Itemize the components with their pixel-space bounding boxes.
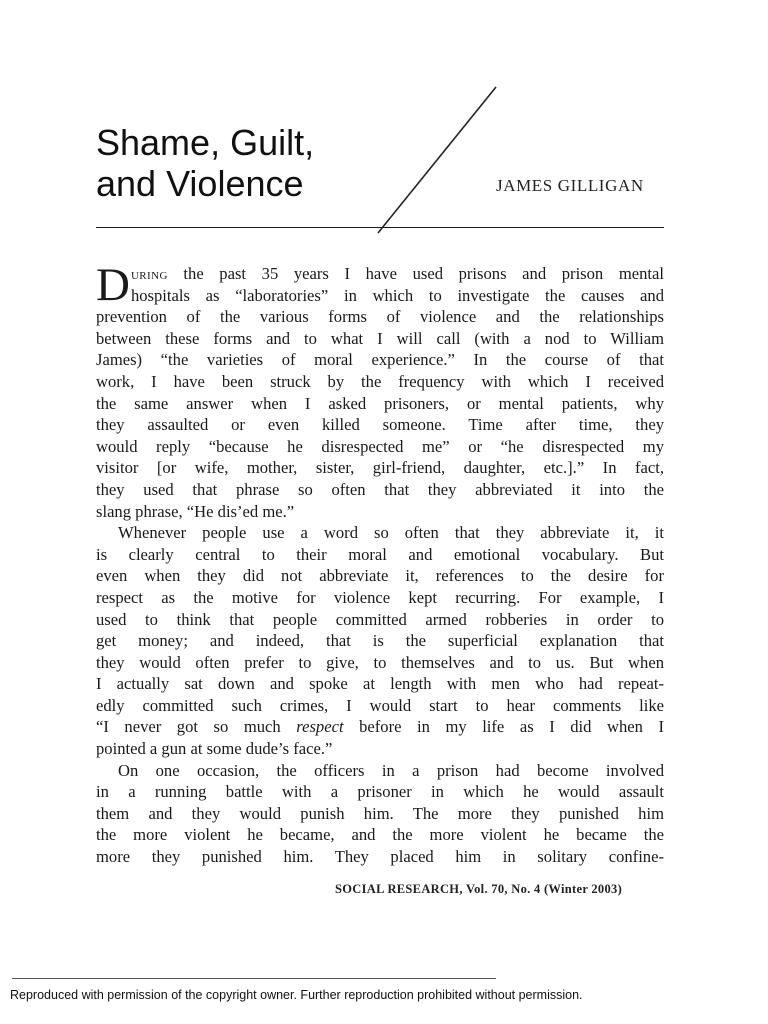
body-line: used to think that people committed armed robberies in order to bbox=[96, 609, 664, 629]
body-line: would reply “because he disrespected me” or “he disrespected my bbox=[96, 436, 664, 456]
body-line: pointed a gun at some dude’s face.” bbox=[96, 739, 333, 759]
body-line: them and they would punish him. The more they punished him bbox=[96, 803, 664, 823]
body-line: During the past 35 years I have used prisons and prison mental bbox=[96, 259, 664, 311]
body-line: even when they did not abbreviate it, references to the desire for bbox=[96, 566, 664, 586]
body-line: slang phrase, “He dis’ed me.” bbox=[96, 501, 295, 521]
body-line: edly committed such crimes, I would start to hear comments like bbox=[96, 695, 664, 715]
body-line: “I never got so much respect before in my life as I did when I bbox=[96, 717, 664, 737]
body-line: On one occasion, the officers in a prison had become involved bbox=[118, 760, 664, 780]
title-rule bbox=[96, 227, 664, 228]
body-line: hospitals as “laboratories” in which to investigate the causes and bbox=[130, 285, 664, 305]
body-line: between these forms and to what I will call (with a nod to William bbox=[96, 328, 664, 348]
body-line: in a running battle with a prisoner in which he would assault bbox=[96, 782, 664, 802]
article-title bbox=[96, 122, 396, 204]
body-line: they would often prefer to give, to themselves and to us. But when bbox=[96, 652, 664, 672]
body-line: I actually sat down and spoke at length with men who had repeat- bbox=[96, 674, 664, 694]
body-line: more they punished him. They placed him in solitary confine- bbox=[96, 847, 664, 867]
body-line: visitor [or wife, mother, sister, girl-friend, daughter, etc.].” In fact, bbox=[96, 458, 664, 478]
body-line: they used that phrase so often that they abbreviated it into the bbox=[96, 479, 664, 499]
first-word: uring bbox=[130, 267, 168, 283]
article-body bbox=[96, 259, 664, 868]
author-name: JAMES GILLIGAN bbox=[496, 176, 644, 195]
body-line: they assaulted or even killed someone. Time after time, they bbox=[96, 415, 664, 435]
body-line: James) “the varieties of moral experience.” In the course of that bbox=[96, 350, 664, 370]
body-line: Whenever people use a word so often that they abbreviate it, it bbox=[118, 523, 664, 543]
decorative-slash bbox=[370, 85, 500, 235]
copyright-notice: Reproduced with permission of the copyright owner. Further reproduction prohibited without permission. bbox=[10, 988, 583, 1002]
drop-cap: D bbox=[96, 259, 130, 311]
body-line: is clearly central to their moral and emotional vocabulary. But bbox=[96, 544, 664, 564]
journal-citation: SOCIAL RESEARCH, Vol. 70, No. 4 (Winter 2003) bbox=[335, 882, 623, 896]
body-line: the more violent he became, and the more violent he became the bbox=[96, 825, 664, 845]
italic-emphasis: respect bbox=[296, 717, 344, 737]
body-line: the same answer when I asked prisoners, or mental patients, why bbox=[96, 393, 664, 413]
body-line: prevention of the various forms of violence and the relationships bbox=[96, 307, 664, 327]
body-line: respect as the motive for violence kept recurring. For example, I bbox=[96, 587, 664, 607]
footer-rule bbox=[12, 978, 496, 979]
title-line-2: and Violence bbox=[96, 163, 304, 204]
body-line: get money; and indeed, that is the superficial explanation that bbox=[96, 631, 664, 651]
title-line-1: Shame, Guilt, bbox=[96, 122, 315, 163]
body-line: work, I have been struck by the frequency with which I received bbox=[96, 371, 664, 391]
